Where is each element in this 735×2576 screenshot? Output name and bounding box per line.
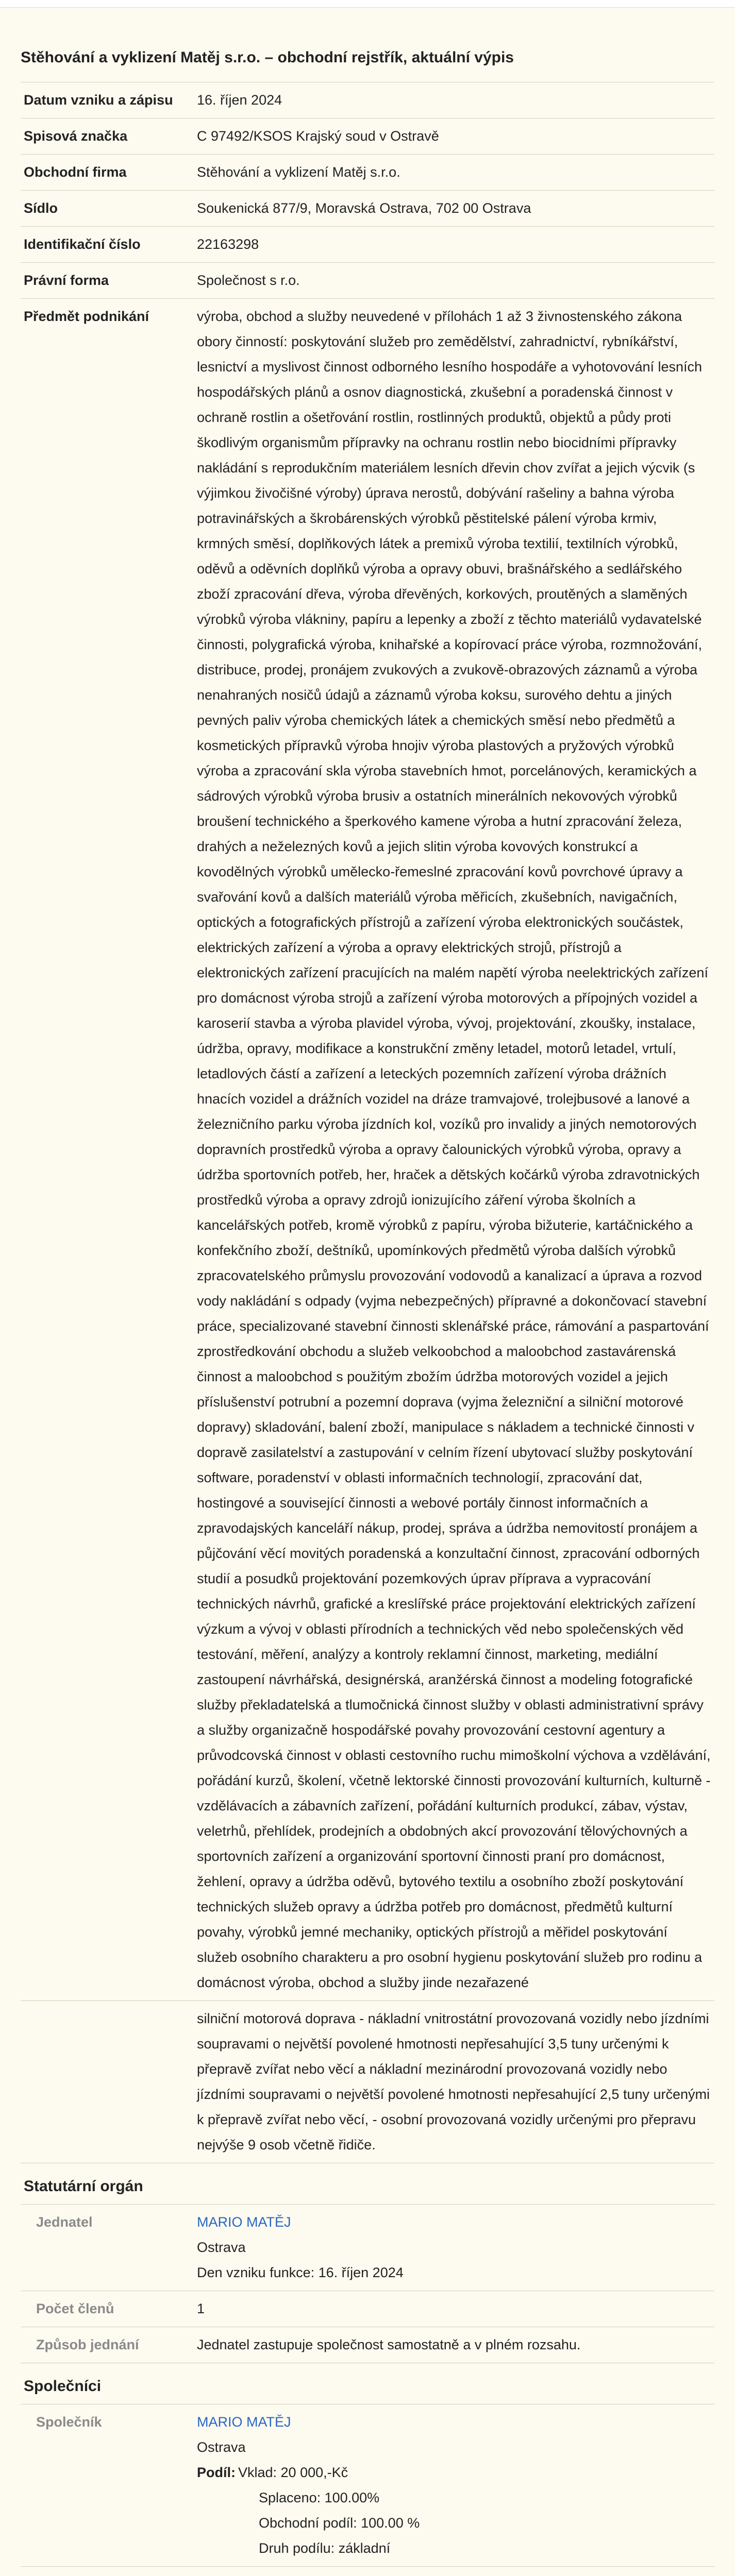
jednatel-funkce: Den vzniku funkce: 16. říjen 2024 (197, 2265, 404, 2280)
table-row-jednatel (21, 2205, 714, 2291)
spolecnik-city: Ostrava (197, 2439, 246, 2455)
row-value: C 97492/KSOS Krajský soud v Ostravě (197, 128, 439, 144)
row-label: Identifikační číslo (24, 236, 141, 252)
section-heading: Statutární orgán (24, 2178, 143, 2195)
table-row-spolecnik (21, 2404, 714, 2567)
top-bar (0, 0, 735, 8)
row-label: Předmět podnikání (24, 309, 149, 324)
spolecnik-name-link[interactable]: MARIO MATĚJ (197, 2414, 291, 2430)
row-label: Sídlo (24, 200, 58, 216)
zpusob-value: Jednatel zastupuje společnost samostatně a v plném rozsahu. (197, 2337, 581, 2352)
table-row-kapital (21, 2567, 714, 2576)
predmet-value-2: silniční motorová doprava - nákladní vnitrostátní provozovaná vozidly nebo jízdními soupravami o největší povolené hmotnosti nepřesahující 3,5 tuny určenými k přepravě zvířat nebo věcí a nákladní mezinárodní provozovaná vozidly nebo jízdními soupravami o největší povolené hmotnosti nepřesahující 2,5 tuny určenými k přepravě zvířat nebo věcí, - osobní provozovaná vozidly určenými pro přepravu nejvýše 9 osob včetně řidiče. (197, 2011, 710, 2153)
jednatel-city: Ostrava (197, 2240, 246, 2255)
podil-label: Podíl: (197, 2465, 236, 2480)
predmet-value-1: výroba, obchod a služby neuvedené v přílohách 1 až 3 živnostenského zákona obory činností: poskytování služeb pro zemědělství, zahradnictví, rybníkářství, lesnictví a myslivost činnost odborného lesního hospodáře a vyhotovování lesních hospodářských plánů a osnov diagnostická, zkušební a poradenská činnost v ochraně rostlin a ošetřování rostlin, rostlinných produktů, objektů a půdy proti škodlivým organismům přípravky na ochranu rostlin nebo biocidními přípravky nakládání s reprodukčním materiálem lesních dřevin chov zvířat a jejich výcvik (s výjimkou živočišné výroby) úprava nerostů, dobývání rašeliny a bahna výroba potravinářských a škrobárenských výrobků pěstitelské pálení výroba krmiv, krmných směsí, doplňkových látek a premixů výroba textilií, textilních výrobků, oděvů a oděvních doplňků výroba a opravy obuvi, brašnářského a sedlářského zboží zpracování dřeva, výroba dřevěných, korkových, proutěných a slaměných výrobků výroba vlákniny, papíru a lepenky a zboží z těchto materiálů vydavatelské činnosti, polygrafická výroba, knihařské a kopírovací práce výroba, rozmnožování, distribuce, prodej, pronájem zvukových a zvukově-obrazových záznamů a výroba nenahraných nosičů údajů a záznamů výroba koksu, surového dehtu a jiných pevných paliv výroba chemických látek a chemických směsí nebo předmětů a kosmetických přípravků výroba hnojiv výroba plastových a pryžových výrobků výroba a zpracování skla výroba stavebních hmot, porcelánových, keramických a sádrových výrobků výroba brusiv a ostatních minerálních nekovových výrobků broušení technického a šperkového kamene výroba a hutní zpracování železa, drahých a neželezných kovů a jejich slitin výroba kovových konstrukcí a kovodělných výrobků umělecko-řemeslné zpracování kovů povrchové úpravy a svařování kovů a dalších materiálů výroba měřicích, zkušebních, navigačních, optických a fotografických přístrojů a zařízení výroba elektronických součástek, elektrických zařízení a výroba a opravy elektrických strojů, přístrojů a elektronických zařízení pracujících na malém napětí výroba neelektrických zařízení pro domácnost výroba strojů a zařízení výroba motorových a přípojných vozidel a karoserií stavba a výroba plavidel výroba, vývoj, projektování, zkoušky, instalace, údržba, opravy, modifikace a konstrukční změny letadel, motorů letadel, vrtulí, letadlových částí a zařízení a leteckých pozemních zařízení výroba drážních hnacích vozidel a drážních vozidel na dráze tramvajové, trolejbusové a lanové a železničního parku výroba jízdních kol, vozíků pro invalidy a jiných nemotorových dopravních prostředků výroba a opravy čalounických výrobků výroba, opravy a údržba sportovních potřeb, her, hraček a dětských kočárků výroba zdravotnických prostředků výroba a opravy zdrojů ionizujícího záření výroba školních a kancelářských potřeb, kromě výrobků z papíru, výroba bižuterie, kartáčnického a konfekčního zboží, deštníků, upomínkových předmětů výroba dalších výrobků zpracovatelského průmyslu provozování vodovodů a kanalizací a úprava a rozvod vody nakládání s odpady (vyjma nebezpečných) přípravné a dokončovací stavební práce, specializované stavební činnosti sklenářské práce, rámování a paspartování zprostředkování obchodu a služeb velkoobchod a maloobchod zastavárenská činnost a maloobchod s použitým zbožím údržba motorových vozidel a jejich příslušenství potrubní a pozemní doprava (vyjma železniční a silniční motorové dopravy) skladování, balení zboží, manipulace s nákladem a technické činnosti v dopravě zasilatelství a zastupování v celním řízení ubytovací služby poskytování software, poradenství v oblasti informačních technologií, zpracování dat, hostingové a související činnosti a webové portály činnost informačních a zpravodajských kanceláří nákup, prodej, správa a údržba nemovitostí pronájem a půjčování věcí movitých poradenská a konzultační činnost, zpracování odborných studií a posudků projektování pozemkových úprav příprava a vypracování technických návrhů, grafické a kreslířské práce projektování elektrických zařízení výzkum a vývoj v oblasti přírodních a technických věd nebo společenských věd testování, měření, analýzy a kontroly reklamní činnost, marketing, mediální zastoupení návrhářská, designérská, aranžérská činnost a modeling fotografické služby překladatelská a tlumočnická činnost služby v oblasti administrativní správy a služby organizačně hospodářské povahy provozování cestovní agentury a průvodcovská činnost v oblasti cestovního ruchu mimoškolní výchova a vzdělávání, pořádání kurzů, školení, včetně lektorské činnosti provozování kulturních, kulturně - vzdělávacích a zábavních zařízení, pořádání kulturních produkcí, zábav, výstav, veletrhů, přehlídek, prodejních a obdobných akcí provozování tělovýchovných a sportovních zařízení a organizování sportovní činnosti praní pro domácnost, žehlení, opravy a údržba oděvů, bytového textilu a osobního zboží poskytování technických služeb opravy a údržba potřeb pro domácnost, předmětů kulturní povahy, výrobků jemné mechaniky, optických přístrojů a měřidel poskytování služeb osobního charakteru a pro osobní hygienu poskytování služeb pro rodinu a domácnost výroba, obchod a služby jinde nezařazené (197, 309, 711, 1990)
table-row-pocet (21, 2291, 714, 2327)
zpusob-label: Způsob jednání (36, 2337, 139, 2352)
table-row (21, 263, 714, 299)
row-value: Soukenická 877/9, Moravská Ostrava, 702 00 Ostrava (197, 200, 531, 216)
row-value: 16. říjen 2024 (197, 92, 282, 108)
register-extract (0, 8, 735, 2576)
kapital-value (194, 2567, 714, 2576)
spolecnik-label: Společník (36, 2414, 102, 2430)
row-label: Datum vzniku a zápisu (24, 92, 173, 108)
row-label: Spisová značka (24, 128, 128, 144)
table-row-predmet-2 (21, 2001, 714, 2163)
table-row (21, 227, 714, 263)
page-title: Stěhování a vyklizení Matěj s.r.o. – obchodní rejstřík, aktuální výpis (21, 49, 514, 66)
table-row (21, 82, 714, 118)
jednatel-label: Jednatel (36, 2214, 93, 2230)
register-table (21, 82, 714, 2576)
podil-splaceno: Splaceno: 100.00% (259, 2490, 380, 2505)
section-spolecnici (21, 2363, 714, 2404)
row-value: 22163298 (197, 236, 259, 252)
row-label: Právní forma (24, 273, 109, 288)
pocet-value: 1 (197, 2301, 205, 2316)
jednatel-name-link[interactable]: MARIO MATĚJ (197, 2214, 291, 2230)
podil-vklad: Vklad: 20 000,-Kč (238, 2465, 348, 2480)
pocet-label: Počet členů (36, 2301, 114, 2316)
podil-druh: Druh podílu: základní (259, 2540, 391, 2556)
table-row-zpusob (21, 2327, 714, 2363)
table-row (21, 118, 714, 155)
podil-block (197, 2460, 711, 2561)
podil-obchodni: Obchodní podíl: 100.00 % (259, 2515, 420, 2531)
row-value: Společnost s r.o. (197, 273, 300, 288)
table-row (21, 155, 714, 191)
section-statutarni (21, 2163, 714, 2205)
kapital-label (21, 2567, 194, 2576)
section-heading: Společníci (24, 2378, 102, 2395)
table-row-predmet (21, 299, 714, 2001)
table-row (21, 191, 714, 227)
row-label: Obchodní firma (24, 164, 127, 180)
row-value: Stěhování a vyklizení Matěj s.r.o. (197, 164, 400, 180)
